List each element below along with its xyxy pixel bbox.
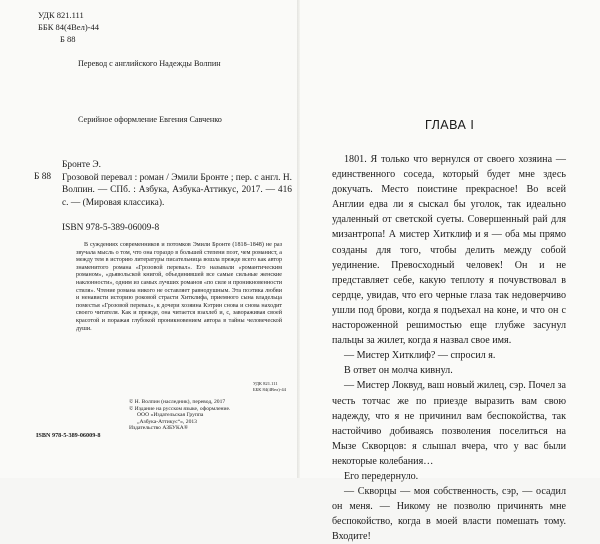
udk-small: УДК 821.111 (253, 381, 278, 386)
copyright-line: ООО «Издательская Группа (137, 412, 204, 419)
annotation: В суждениях современников и потомков Эмили Бронте (1818–1848) не раз звучала мысль о том, что она гораздо в большей степени поэт, чем романист, а между тем в историю литературы писательница вошла прежде всего как автор знаменитого романа «Грозовой перевал». Его называли «романтическим романом», «дьявольской книгой, объединившей все самые сильные женские наклонности», одним из самых лучших романов «по силе и проникновенности стиля». Чтение романа никого не оставляет равнодушным. Эта поэтика любви и ненависти историю роковой страсти Хитклифа, приемного сына владельца поместья «Грозовой перевал», к дочери хозяина Кэтрин снова и снова находит своего читателя. Как и прежде, она читается взахлеб и, с, завораживая своей красотой и поражая глубокой проникновением автора в тайны человеческой души. (76, 242, 282, 332)
chapter-title: ГЛАВА I (425, 118, 475, 132)
copyright-block (129, 399, 289, 432)
copyright-line: © Н. Волпин (наследник), перевод, 2017 (129, 399, 226, 405)
author-mark: Б 88 (60, 34, 76, 44)
paragraph: — Скворцы — моя собственность, сэр, — осадил он меня. — Никому не позволю причинять мне беспокойство, когда в моей власти помешать тому. Входите! (332, 486, 566, 543)
isbn-line: ISBN 978-5-389-06009-8 (62, 223, 160, 233)
bbk-code: ББК 84(4Вел)-44 (38, 22, 99, 32)
isbn-bold: ISBN 978-5-389-06009-8 (36, 432, 101, 439)
paragraph: Его передернуло. (344, 470, 419, 482)
chapter-text (332, 152, 566, 544)
paragraph: — Мистер Хитклиф? — спросил я. (344, 350, 496, 362)
copyright-line: © Издание на русском языке, оформление. (129, 405, 231, 412)
translator-credit: Перевод с английского Надежды Волпин (78, 59, 221, 68)
bbk-small: ББК 84(4Вел)-44 (253, 387, 286, 392)
copyright-line: „Азбука-Аттикус“», 2013 (137, 418, 197, 425)
copyright-page (0, 0, 300, 478)
design-credit: Серийное оформление Евгения Савченко (78, 115, 222, 124)
biblio-code: Б 88 (34, 172, 52, 182)
paragraph: — Мистер Локвуд, ваш новый жилец, сэр. Почел за честь тотчас же по приезде выразить вам свою надежду, что я не причинил вам беспокойства, так настойчиво добиваясь позволения поселиться на Мызе Скворцов: я слышал вчера, что у вас были некоторые колебания… (332, 380, 566, 467)
paragraph: В ответ он молча кивнул. (344, 365, 453, 377)
udk-code: УДК 821.111 (38, 10, 84, 20)
copyright-line: Издательство АЗБУКА® (129, 425, 189, 432)
paragraph: 1801. Я только что вернулся от своего хозяина — единственного соседа, который будет мне здесь докучать. Место поистине прекрасное! Во всей Англии едва ли я сыскал бы уголок, так идеально удаленный от светской суеты. Совершенный рай для мизантропа! А мистер Хитклиф и я — оба мы прямо созданы для того, чтобы делить между собой уединение. Превосходный человек! Он и не представляет себе, какую теплоту я почувствовал в сердце, увидав, что его черные глаза так недоверчиво ушли под брови, когда я подъехал на коне, и что он с настороженной решимостью еще глубже засунул пальцы за жилет, когда я назвал свое имя. (332, 154, 566, 347)
bibliographic-record: Грозовой перевал : роман / Эмили Бронте ; пер. с англ. Н. Волпин. — СПб. : Азбука, Азбука-Аттикус, 2017. — 416 с. — (Мировая классика). (62, 173, 292, 208)
author-heading: Бронте Э. (62, 160, 101, 170)
